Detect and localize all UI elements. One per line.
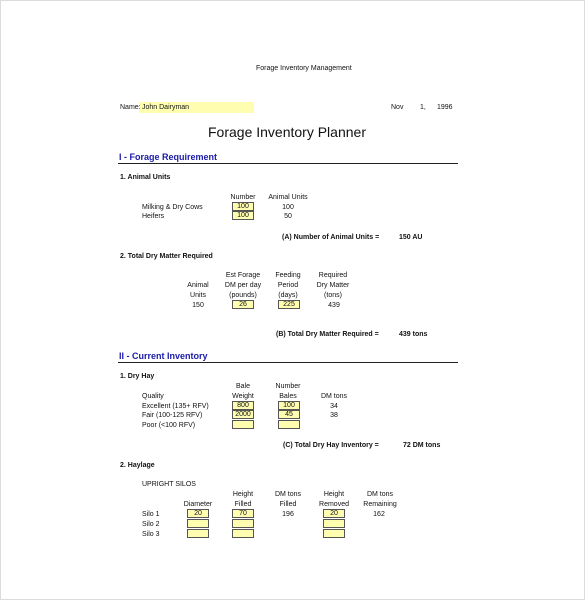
h-dmrem-1: DM tons (366, 491, 394, 498)
dry-matter-heading: 2. Total Dry Matter Required (120, 253, 213, 260)
h-number-2: Bales (279, 393, 297, 400)
h-req-3: (tons) (324, 292, 342, 299)
upright-silos-heading: UPRIGHT SILOS (142, 481, 196, 488)
hay-dm-value: 34 (330, 403, 338, 410)
row-label-heifers: Heifers (142, 213, 165, 220)
h-dm-tons: DM tons (320, 393, 348, 400)
h-bale-1: Bale (235, 383, 250, 390)
heifers-number-input[interactable]: 100 (232, 211, 254, 220)
total-hay-value: 72 DM tons (403, 442, 441, 449)
section-current-inventory-heading: II - Current Inventory (119, 351, 208, 361)
h-feed-2: Period (277, 282, 299, 289)
au-value: 150 (192, 302, 204, 309)
h-feed-1: Feeding (275, 272, 301, 279)
silo-diameter-input[interactable] (187, 529, 209, 538)
h-feed-3: (days) (278, 292, 298, 299)
name-label: Name: (120, 104, 141, 111)
silo-label: Silo 3 (142, 531, 160, 538)
h-au-1: Animal (187, 282, 209, 289)
hay-bales-input[interactable]: 100 (278, 401, 300, 410)
h-hfilled-2: Filled (234, 501, 252, 508)
silo-height-removed-input[interactable]: 20 (323, 509, 345, 518)
main-title: Forage Inventory Planner (208, 124, 366, 140)
silo-diameter-input[interactable] (187, 519, 209, 528)
section-divider (118, 163, 458, 164)
total-au-label: (A) Number of Animal Units = (282, 234, 380, 241)
h-hremoved-1: Height (323, 491, 345, 498)
h-req-2: Dry Matter (316, 282, 350, 289)
hay-bales-input[interactable]: 45 (278, 410, 300, 419)
h-number-1: Number (275, 383, 301, 390)
silo-label: Silo 1 (142, 511, 160, 518)
h-dmfilled-1: DM tons (274, 491, 302, 498)
hay-dm-value: 38 (330, 412, 338, 419)
milking-number-input[interactable]: 100 (232, 202, 254, 211)
silo-height-removed-input[interactable] (323, 529, 345, 538)
section-divider (118, 362, 458, 363)
date-month: Nov (391, 104, 404, 111)
h-hremoved-2: Removed (319, 501, 349, 508)
top-title: Forage Inventory Management (256, 65, 352, 72)
animal-units-heading: 1. Animal Units (120, 174, 171, 181)
required-dm-value: 439 (328, 302, 340, 309)
silo-dm-remaining-value: 162 (373, 511, 385, 518)
col-animal-units-header: Animal Units (268, 194, 308, 201)
h-forage-2: DM per day (224, 282, 262, 289)
forage-dm-input[interactable]: 26 (232, 300, 254, 309)
silo-height-removed-input[interactable] (323, 519, 345, 528)
col-number-header: Number (230, 194, 256, 201)
hay-bales-input[interactable] (278, 420, 300, 429)
h-bale-2: Weight (232, 393, 254, 400)
hay-row-label: Excellent (135+ RFV) (142, 403, 209, 410)
h-dmfilled-2: Filled (279, 501, 297, 508)
total-au-value: 150 AU (399, 234, 423, 241)
silo-dm-filled-value: 196 (282, 511, 294, 518)
row-label-milking: Milking & Dry Cows (142, 204, 203, 211)
h-hfilled-1: Height (232, 491, 254, 498)
hay-row-label: Poor (<100 RFV) (142, 422, 196, 429)
hay-weight-input[interactable]: 800 (232, 401, 254, 410)
silo-diameter-input[interactable]: 20 (187, 509, 209, 518)
h-diameter: Diameter (183, 501, 213, 508)
date-year: 1996 (437, 104, 453, 111)
h-forage-1: Est Forage (225, 272, 261, 279)
total-hay-label: (C) Total Dry Hay Inventory = (283, 442, 379, 449)
silo-label: Silo 2 (142, 521, 160, 528)
date-day: 1, (420, 104, 426, 111)
total-dm-value: 439 tons (399, 331, 428, 338)
h-quality: Quality (142, 393, 164, 400)
total-dm-label: (B) Total Dry Matter Required = (276, 331, 379, 338)
h-req-1: Required (318, 272, 348, 279)
hay-weight-input[interactable] (232, 420, 254, 429)
silo-height-filled-input[interactable]: 70 (232, 509, 254, 518)
silo-height-filled-input[interactable] (232, 529, 254, 538)
dry-hay-heading: 1. Dry Hay (120, 373, 155, 380)
silo-height-filled-input[interactable] (232, 519, 254, 528)
haylage-heading: 2. Haylage (120, 462, 155, 469)
hay-weight-input[interactable]: 2000 (232, 410, 254, 419)
h-forage-3: (pounds) (229, 292, 257, 299)
feeding-period-input[interactable]: 225 (278, 300, 300, 309)
h-au-2: Units (190, 292, 206, 299)
hay-row-label: Fair (100-125 RFV) (142, 412, 203, 419)
milking-au-value: 100 (282, 204, 294, 211)
heifers-au-value: 50 (284, 213, 292, 220)
section-forage-requirement-heading: I - Forage Requirement (119, 152, 218, 162)
name-value[interactable]: John Dairyman (142, 104, 190, 111)
h-dmrem-2: Remaining (363, 501, 397, 508)
